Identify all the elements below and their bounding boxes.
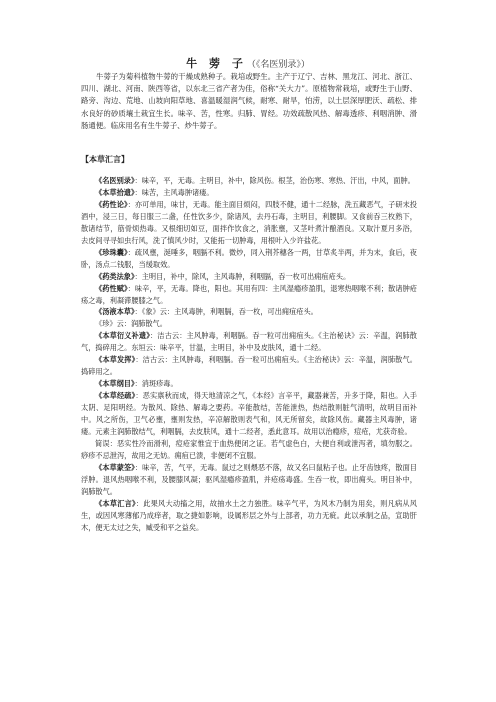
entry-source-label: 《药性论》 bbox=[95, 199, 128, 209]
title-source: （《名医别录》） bbox=[246, 60, 310, 70]
entry-source-label: 《本草蒙筌》 bbox=[95, 462, 135, 472]
entry-text: 简误：恶实性冷而滑利，痘疮家惟宜于血热便闭之证。若气虚色白，大便自利或泄泻者，填勿服之。痧疹不忌泄泻，故用之无妨。痈疽已溃，非便闭不宜服。 bbox=[81, 438, 417, 460]
entry-text: 洁古云：主风肿毒，利咽膈。吞一粒可出痈疽头。《主治秘诀》云：辛温，润肺散气。捣碎用之。 bbox=[81, 355, 417, 377]
entry-paragraph: 《药性赋》：味辛，平，无毒。降也，阳也。其用有四：主风湿瘾疹盈肌，退寒热咽喉不利；散诸肿疮疡之毒，利凝滞腰膝之气。 bbox=[81, 283, 417, 305]
entry-text: 此果风大动搐之用，故抽水土之力独胜。味辛气平，为风木乃制为用矣，则凡病从风生，或因风寒薄郁乃成痒者，取之捷如影响，设属形层之外与上部者，功力无疵。此以承制之品，宣助肝木，便无太过之失，臧受和平之益矣。 bbox=[81, 498, 417, 532]
entry-source-label: 《本草衍义补遗》 bbox=[95, 331, 150, 341]
entry-source-label: 《药性赋》 bbox=[95, 283, 128, 293]
entry-text: 主明目，补中，除风，主风毒肿，利咽膈，吞一枚可出痈疽疮头。 bbox=[141, 271, 351, 281]
entry-source-label: 《本草经疏》 bbox=[95, 391, 136, 401]
intro-paragraph: 牛蒡子为菊科植物牛蒡的干燥成熟种子。栽培或野生。主产于辽宁、吉林、黑龙江、河北、浙江、四川、湖北、河南、陕西等省，以东北三省产者为佳，俗称“关大力”。原植物常栽培，或野生于山野、路旁、沟边、荒地、山坡向阳草地、喜温暖湿润气候，耐寒、耐旱，怕涝，以土层深厚肥沃、疏松、排水良好的砂质壤土栽宜生长。味辛、苦，性寒。归肺、胃经。功效疏散风热、解毒透疹、利咽消肿、滑肠通便。临床用名有生牛蒡子、炒牛蒡子。 bbox=[81, 72, 417, 130]
entry-paragraph: 《本草拾遗》：味苦，主风毒肿诸瘘。 bbox=[95, 187, 214, 197]
entry-source-label: 《本草发挥》 bbox=[95, 355, 136, 365]
entries-list bbox=[81, 175, 417, 534]
entry-paragraph bbox=[81, 438, 417, 462]
entry-source-label: 《汤液本草》 bbox=[95, 307, 135, 317]
entry-paragraph: 《本草汇言》：此果风大动搐之用，故抽水土之力独胜。味辛气平，为风木乃制为用矣，则凡病从风生，或因风寒薄郁乃成痒者，取之捷如影响，设属形层之外与上部者，功力无疵。此以承制之品，宣助肝木，便无太过之失，臧受和平之益矣。 bbox=[81, 498, 417, 532]
entry-text: 味辛，平，无毒。主明目，补中，除风伤。根茎，治伤寒、寒热、汗出，中风，面肿。 bbox=[141, 176, 415, 185]
entry-text: 《珍》云：润肺散气。 bbox=[95, 319, 167, 329]
entry-paragraph bbox=[81, 318, 417, 330]
entry-text: 消斑疹毒。 bbox=[141, 379, 178, 389]
entry-paragraph: 《珍珠囊》：疏风壅，涎唾多，咽膈不利。微炒，同入荆芥穗各一两，甘草炙半两，并为末，食后，夜卧，汤点二钱服，当缓取效。 bbox=[81, 247, 417, 269]
entry-paragraph: 《本草纲目》：消斑疹毒。 bbox=[95, 379, 178, 389]
entry-paragraph: 《汤液本草》：《象》云：主风毒肿，利咽膈，吞一枚，可出痈疽疮头。 bbox=[95, 307, 318, 317]
entry-paragraph: 《本草发挥》：洁古云：主风肿毒，利咽膈。吞一粒可出痈疽头。《主治秘诀》云：辛温，润肺散气。捣碎用之。 bbox=[81, 355, 417, 377]
entry-source-label: 《本草汇言》 bbox=[95, 498, 136, 508]
entry-paragraph: 《本草蒙筌》：味辛，苦，气平，无毒。鼠过之则煨恶不落，故又名曰鼠粘子也。止牙齿蚀疼，散面目浮肿。退风热咽喉不利，及腰膝风凝；驱风湿瘾疹盈肌，并疮疡毒盛。生吞一枚，即出痈头。明目补中，润肺散气。 bbox=[81, 462, 417, 496]
entry-paragraph: 《名医别录》：味辛，平，无毒。主明目，补中，除风伤。根茎，治伤寒、寒热、汗出，中风，面肿。 bbox=[95, 176, 415, 185]
entry-text: 洁古云：主风肿毒，利咽膈。吞一粒可出痈疽头。《主治秘诀》云：辛温，润肺散气，捣碎用之。东垣云：味辛平，甘温，主明目，补中及皮肤风，通十二经。 bbox=[81, 331, 417, 353]
entry-source-label: 《名医别录》 bbox=[95, 176, 135, 185]
entry-text: 《象》云：主风毒肿，利咽膈，吞一枚，可出痈疽疮头。 bbox=[141, 307, 318, 317]
entry-text: 味苦，主风毒肿诸瘘。 bbox=[141, 187, 214, 197]
entry-text: 恶实禀秋而成，得天地清凉之气，《本经》言辛平，藏器兼苦，升多于降，阳也。入手太阴、足阳明经。为散风、除热、解毒之要药。辛能散结，苦能泄热，热结散则脏气清明，故明目而补中。风之所伤，卫气必壅，壅则发热，辛凉解散则表气和，风无所留矣，故除风伤。藏器主风毒肿，诸瘘。元素主润肺散结气，利咽膈，去皮肤风，通十二经者，悉此意耳。故用以治瘾疹，痘疮，尤获奇验。 bbox=[81, 391, 417, 437]
entry-text: 味辛，苦，气平，无毒。鼠过之则煨恶不落，故又名曰鼠粘子也。止牙齿蚀疼，散面目浮肿。退风热咽喉不利，及腰膝风凝；驱风湿瘾疹盈肌，并疮疡毒盛。生吞一枚，即出痈头。明目补中，润肺散气。 bbox=[81, 462, 417, 496]
title-main: 牛 蒡 子 bbox=[186, 57, 247, 70]
entry-source-label: 《药类法象》 bbox=[95, 271, 135, 281]
entry-text: 味辛，平，无毒。降也，阳也。其用有四：主风湿瘾疹盈肌，退寒热咽喉不利；散诸肿疮疡之毒，利凝滞腰膝之气。 bbox=[81, 283, 417, 305]
entry-text: 疏风壅，涎唾多，咽膈不利。微炒，同入荆芥穗各一两，甘草炙半两，并为末，食后，夜卧，汤点二钱服，当缓取效。 bbox=[81, 247, 417, 269]
entry-paragraph: 《药性论》：亦可单用，味甘，无毒。能主面目烦闷，四肢不健，通十二经脉，洗五藏恶气，子研末投酒中，浸三日，每日服三二盏，任性饮多少，除诸风，去丹石毒，主明目，利腰脚。又食前吞三枚熟下，散诸结节，筋骨烦热毒。又根细切如豆，面拌作饮食之，消胀壅，又茎叶煮汁酿酒良。又取汁夏月多浴，去皮间寻寻如虫行风，洗了慎风少时，又能拓一切肿毒，用根叶入少许盐花。 bbox=[81, 199, 417, 245]
document-title bbox=[0, 57, 496, 72]
entry-paragraph: 《本草经疏》：恶实禀秋而成，得天地清凉之气，《本经》言辛平，藏器兼苦，升多于降，阳也。入手太阴、足阳明经。为散风、除热、解毒之要药。辛能散结，苦能泄热，热结散则脏气清明，故明目而补中。风之所伤，卫气必壅，壅则发热，辛凉解散则表气和，风无所留矣，故除风伤。藏器主风毒肿，诸瘘。元素主润肺散结气，利咽膈，去皮肤风，通十二经者，悉此意耳。故用以治瘾疹，痘疮，尤获奇验。 bbox=[81, 391, 417, 437]
entry-text: 亦可单用，味甘，无毒。能主面目烦闷，四肢不健，通十二经脉，洗五藏恶气，子研末投酒中，浸三日，每日服三二盏，任性饮多少，除诸风，去丹石毒，主明目，利腰脚。又食前吞三枚熟下，散诸结节，筋骨烦热毒。又根细切如豆，面拌作饮食之，消胀壅，又茎叶煮汁酿酒良。又取汁夏月多浴，去皮间寻寻如虫行风，洗了慎风少时，又能拓一切肿毒，用根叶入少许盐花。 bbox=[81, 199, 417, 245]
entry-source-label: 《本草纲目》 bbox=[95, 379, 135, 389]
entry-paragraph: 《本草衍义补遗》：洁古云：主风肿毒，利咽膈。吞一粒可出痈疽头。《主治秘诀》云：辛温，润肺散气，捣碎用之。东垣云：味辛平，甘温，主明目，补中及皮肤风，通十二经。 bbox=[81, 331, 417, 353]
entry-source-label: 《本草拾遗》 bbox=[95, 187, 135, 197]
section-heading: 【本草汇言】 bbox=[81, 154, 129, 164]
entry-source-label: 《珍珠囊》 bbox=[95, 247, 128, 257]
entry-paragraph: 《药类法象》：主明目，补中，除风，主风毒肿，利咽膈，吞一枚可出痈疽疮头。 bbox=[95, 271, 351, 281]
